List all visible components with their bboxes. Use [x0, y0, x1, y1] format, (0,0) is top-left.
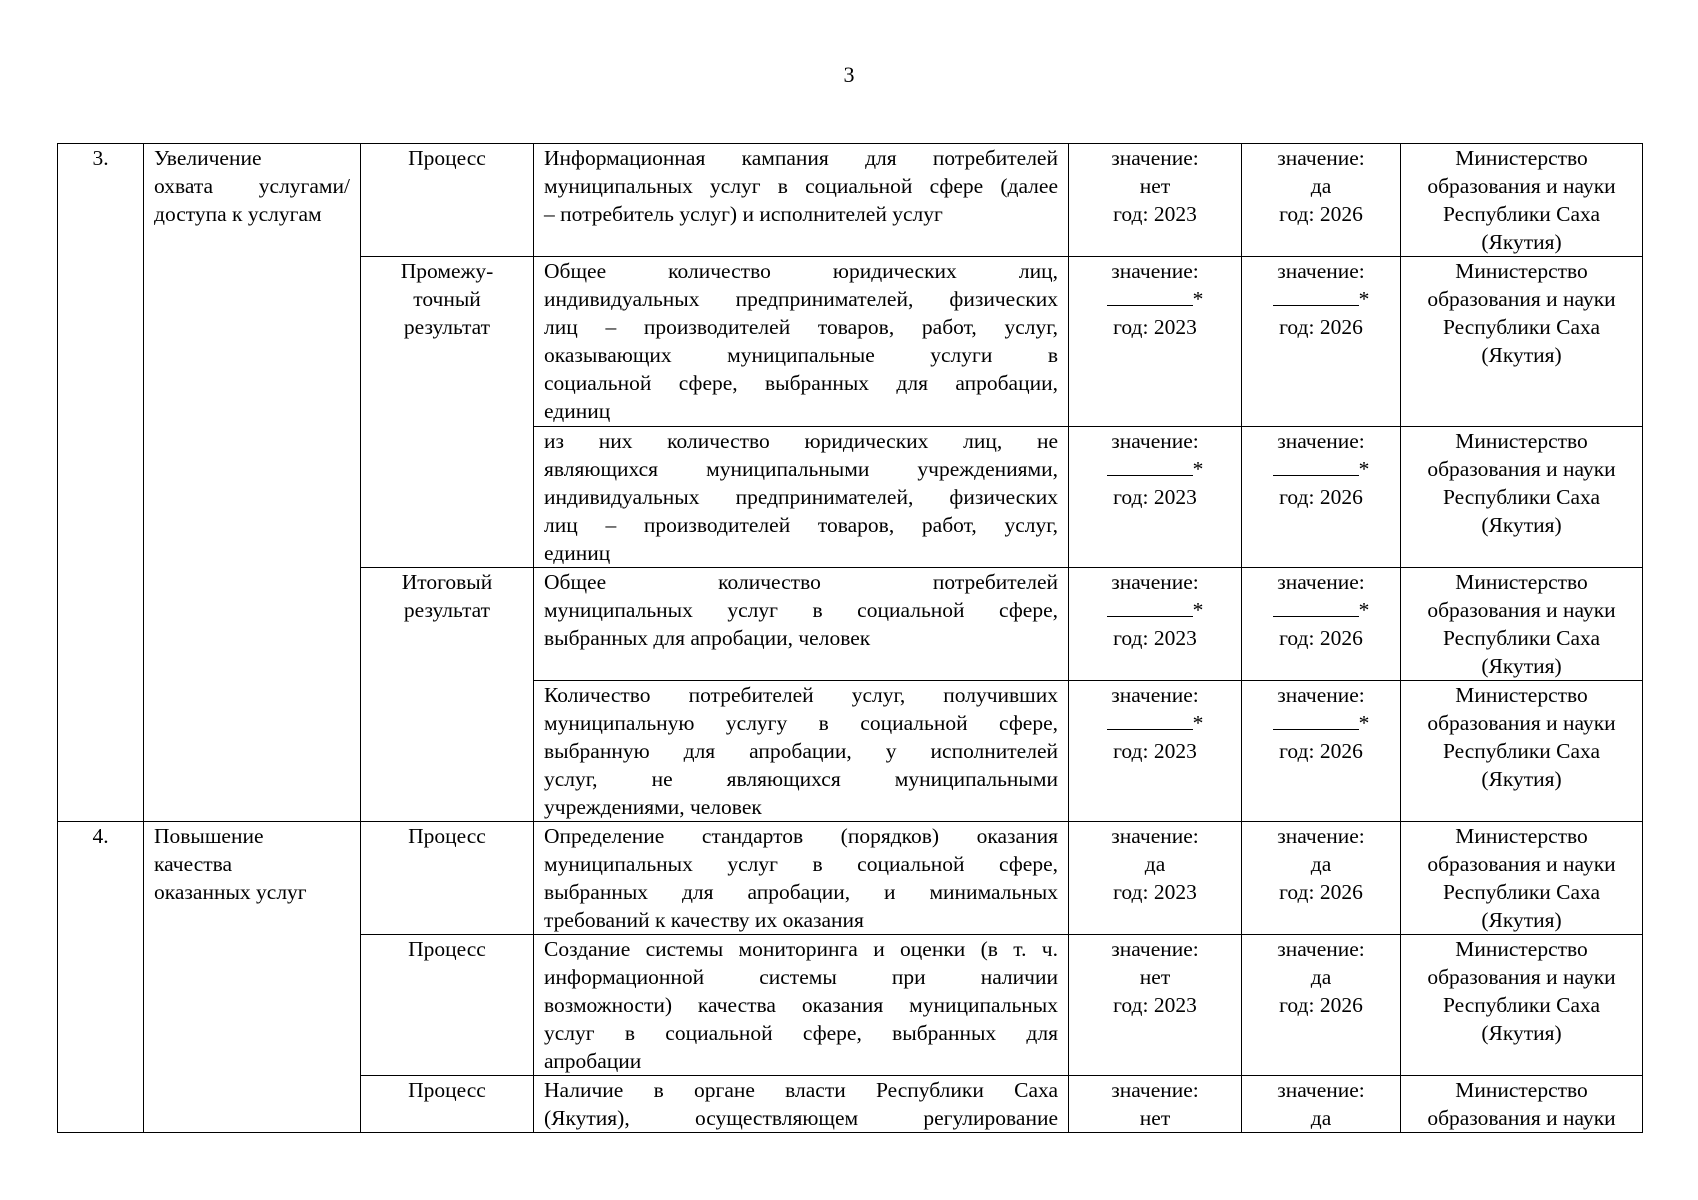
indicator-description: Количество потребителей услуг, получивших муниципальную услугу в социальной сфере, выбранную для апробации, у исполнителей услуг, не являющихся муниципальными учреждениями, человек [534, 681, 1069, 822]
indicator-description: Определение стандартов (порядков) оказания муниципальных услуг в социальной сфере, выбранных для апробации, и минимальных требований к качеству их оказания [534, 822, 1069, 935]
indicator-type: Процесс [361, 1076, 534, 1133]
indicator-type: Процесс [361, 935, 534, 1076]
row-number: 3. [58, 144, 144, 822]
indicator-type: Процесс [361, 822, 534, 935]
target-value: значение: * год: 2026 [1242, 568, 1401, 681]
responsible-org: Министерство образования и науки Республики Саха (Якутия) [1401, 257, 1643, 427]
indicator-type: Итоговый результат [361, 568, 534, 822]
goal-cell: Увеличение охвата услугами/ доступа к услугам [144, 144, 361, 822]
indicator-description: Создание системы мониторинга и оценки (в т. ч. информационной системы при наличии возможности) качества оказания муниципальных услуг в социальной сфере, выбранных для апробации [534, 935, 1069, 1076]
indicator-description: Информационная кампания для потребителей муниципальных услуг в социальной сфере (далее – потребитель услуг) и исполнителей услуг [534, 144, 1069, 257]
responsible-org: Министерство образования и науки Республики Саха (Якутия) [1401, 568, 1643, 681]
target-value: значение: да год: 2026 [1242, 144, 1401, 257]
blank-line [1273, 455, 1359, 476]
target-value: значение: * год: 2026 [1242, 257, 1401, 427]
target-value: значение: * год: 2026 [1242, 427, 1401, 568]
indicator-type: Процесс [361, 144, 534, 257]
responsible-org: Министерство образования и науки [1401, 1076, 1643, 1133]
target-value: значение: да год: 2026 [1242, 935, 1401, 1076]
blank-line [1107, 709, 1193, 730]
blank-line [1107, 596, 1193, 617]
base-value: значение: нет год: 2023 [1069, 935, 1242, 1076]
responsible-org: Министерство образования и науки Республики Саха (Якутия) [1401, 144, 1643, 257]
responsible-org: Министерство образования и науки Республики Саха (Якутия) [1401, 681, 1643, 822]
responsible-org: Министерство образования и науки Республики Саха (Якутия) [1401, 427, 1643, 568]
page-number: 3 [843, 62, 855, 87]
base-value: значение: * год: 2023 [1069, 427, 1242, 568]
base-value: значение: нет [1069, 1076, 1242, 1133]
indicator-description: Общее количество юридических лиц, индивидуальных предпринимателей, физических лиц – производителей товаров, работ, услуг, оказывающих муниципальные услуги в социальной сфере, выбранных для апробации, единиц [534, 257, 1069, 427]
blank-line [1273, 285, 1359, 306]
blank-line [1273, 596, 1359, 617]
blank-line [1107, 455, 1193, 476]
indicator-description: из них количество юридических лиц, не являющихся муниципальными учреждениями, индивидуальных предпринимателей, физических лиц – производителей товаров, работ, услуг, единиц [534, 427, 1069, 568]
row-number: 4. [58, 822, 144, 1133]
base-value: значение: нет год: 2023 [1069, 144, 1242, 257]
indicator-type: Промежу- точный результат [361, 257, 534, 568]
indicator-description: Общее количество потребителей муниципальных услуг в социальной сфере, выбранных для апробации, человек [534, 568, 1069, 681]
base-value: значение: * год: 2023 [1069, 257, 1242, 427]
target-value: значение: да год: 2026 [1242, 822, 1401, 935]
responsible-org: Министерство образования и науки Республики Саха (Якутия) [1401, 822, 1643, 935]
table-row [58, 822, 1643, 935]
blank-line [1273, 709, 1359, 730]
indicators-table [57, 143, 1643, 1133]
base-value: значение: * год: 2023 [1069, 568, 1242, 681]
goal-cell: Повышение качества оказанных услуг [144, 822, 361, 1133]
responsible-org: Министерство образования и науки Республики Саха (Якутия) [1401, 935, 1643, 1076]
blank-line [1107, 285, 1193, 306]
target-value: значение: * год: 2026 [1242, 681, 1401, 822]
indicator-description: Наличие в органе власти Республики Саха (Якутия), осуществляющем регулирование [534, 1076, 1069, 1133]
base-value: значение: да год: 2023 [1069, 822, 1242, 935]
table-row [58, 144, 1643, 257]
base-value: значение: * год: 2023 [1069, 681, 1242, 822]
target-value: значение: да [1242, 1076, 1401, 1133]
